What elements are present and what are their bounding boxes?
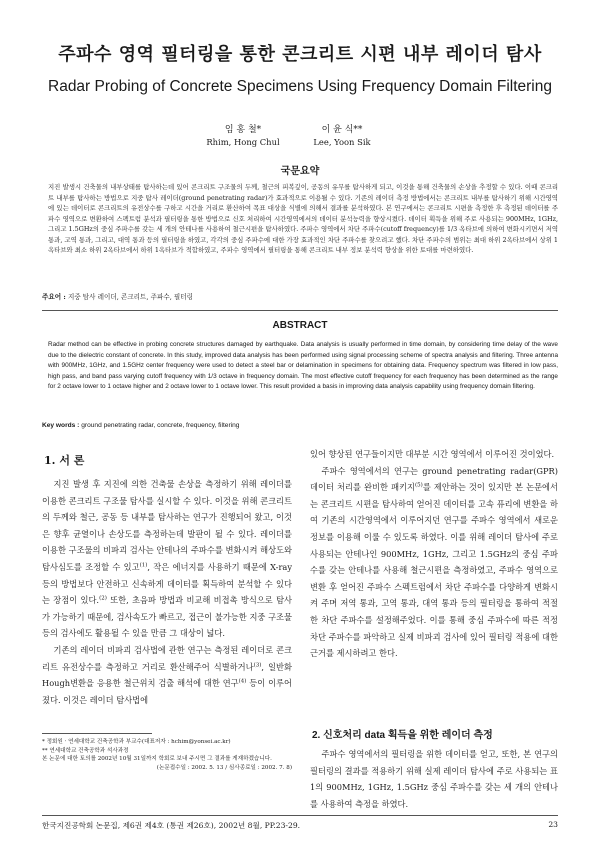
right-paragraph-2 bbox=[310, 463, 558, 662]
left-column bbox=[42, 476, 292, 708]
paragraph-text: 지진 발생 후 지진에 의한 건축물 손상을 측정하기 위해 레이더를 이용한 콘크리트 구조물 탐사를 실시할 수 있다. 이것을 위해 콘크리트의 두께와 철근, 공동 등 내부를 탐사하는 연구가 진행되어 왔고, 이것은 향후 균열이나 손상도를 측정하는데 발판이 될 수 있다. 레이더를 이용한 구조물의 비파괴 검사는 안테나의 주파수를 변화시켜 해상도와 탐사심도를 조정할 수 있고 bbox=[42, 479, 292, 572]
author-2-korean: 이 윤 식** bbox=[321, 125, 363, 135]
page-number: 23 bbox=[548, 820, 558, 829]
right-column bbox=[310, 446, 558, 662]
paragraph-text: 주파수 영역에서의 연구는 ground penetrating radar(GPR) 데이터 처리를 완비한 패키지 bbox=[310, 465, 558, 493]
paragraph-text: 를 제안하는 것이 있지만 본 논문에서는 콘크리트 시편을 탐사하여 얻어진 데이터를 고속 퓨리에 변환을 하여 기존의 시간영역에서 이루어지던 연구를 주파수 영역에서 새로운 정보를 이용해 이룰 수 있도록 하였다. 이를 위해 레이더 탐사에 주로 사용되는 안테나인 900MHz, 1GHz, 그리고 1.5GHz의 중심 주파수를 갖는 안테나를 사용해 철근시편을 측정하였고, 주파수 영역으로 변환 후 얻어진 주파수 스펙트럼에서 차단 주파수를 다양하게 변화시켜 주며 저역 통과, 고역 통과, 대역 통과 등의 필터링을 통하여 적절한 차단 주파수를 설정해주었다. 이를 통해 중심 주파수에 따른 적정 차단 주파수를 파악하고 실제 비파괴 검사에 있어 필터링 적용에 대한 근거를 제시하려고 한다. bbox=[310, 482, 558, 659]
section-1-paragraph-1 bbox=[42, 476, 292, 642]
paragraph-text: 기존의 레이더 비파괴 검사법에 관한 연구는 측정된 레이더로 콘크리트 유전상수를 측정하고 거리로 환산해주어 식별하거나 bbox=[42, 644, 292, 672]
keywords-english bbox=[42, 422, 562, 429]
journal-citation: 한국지진공학회 논문집, 제6권 제4호 (통권 제26호), 2002년 8월, PP.23-29. bbox=[42, 821, 301, 830]
section-2-heading: 2. 신호처리 data 획득을 위한 레이더 측정 bbox=[312, 730, 493, 741]
footnote-4: (논문접수일 : 2002. 5. 13 / 심사종료일 : 2002. 7. 8) bbox=[156, 764, 292, 771]
paragraph-text: , 일반화 Hough변환을 응용한 철근위치 검출 해석에 대한 연구 bbox=[42, 661, 292, 689]
section-1-heading: 1. 서 론 bbox=[44, 454, 85, 467]
title-english: Radar Probing of Concrete Specimens Using Frequency Domain Filtering bbox=[48, 78, 552, 95]
right-paragraph-1: 있어 향상된 연구들이지만 대부분 시간 영역에서 이루어진 것이었다. bbox=[310, 449, 555, 459]
keywords-english-label: Key words : bbox=[42, 422, 80, 429]
abstract-english-heading: ABSTRACT bbox=[272, 320, 328, 331]
section-1-paragraph-2 bbox=[42, 642, 292, 708]
title-korean: 주파수 영역 필터링을 통한 콘크리트 시편 내부 레이더 탐사 bbox=[58, 44, 542, 65]
author-1-english: Rhim, Hong Chul bbox=[206, 137, 280, 147]
abstract-korean-heading: 국문요약 bbox=[280, 166, 320, 177]
footer-divider bbox=[42, 815, 558, 816]
footnote-1: * 정회원 · 연세대학교 건축공학과 부교수(대표저자 : hchim@yonsei.ac.kr) bbox=[42, 739, 231, 745]
author-2-english: Lee, Yoon Sik bbox=[313, 137, 371, 147]
abstract-english-text: Radar method can be effective in probing concrete structures damaged by earthquake. Data analysis is usually performed in time domain, by considering time delay of the wave due to the dielectric constant of concrete. In this study, improved data analysis has been performed using signal processing scheme of spectra analysis and filtering. Three antenna with 900MHz, 1GHz, and 1.5GHz center frequency were used to detect a steel bar or delamination in specimens for obtaining data. Frequency spectrum was filtered in low pass, high pass, and band pass varying cutoff frequency with 1/3 octave in frequency domain. The most effective cutoff frequency for each frequency has been determined as the range for 2 octave lower to 1 octave higher and 2 octave lower to 1 octave lower. This result provided a basis in improving data analysis capability using frequency domain filtering. bbox=[48, 341, 558, 390]
footnote-2: ** 연세대학교 건축공학과 석사과정 bbox=[42, 747, 129, 754]
paragraph-text: 등이 이루어졌다. 이것은 레이더 탐사법에 bbox=[42, 678, 292, 705]
page-footer bbox=[42, 820, 558, 831]
paragraph-text: 또한, 초음파 방법과 비교해 비접촉 방식으로 탐사가 가능하기 때문에, 검사속도가 빠르고, 접근이 불가능한 지중 구조물 등의 검사에도 활용될 수 있을 만큼 그 대상이 넓다. bbox=[42, 595, 293, 639]
footnote-divider bbox=[42, 733, 152, 734]
citation-1: (1) bbox=[139, 562, 148, 569]
footnote-3: 본 논문에 대한 토의를 2002년 10월 31일까지 학회로 보내 주시면 그 결과를 게재하겠습니다. bbox=[42, 756, 272, 763]
citation-5: (5) bbox=[415, 482, 423, 489]
keywords-english-list: ground penetrating radar, concrete, frequency, filtering bbox=[81, 422, 240, 429]
keywords-korean bbox=[42, 291, 562, 301]
right-paragraph-3: 주파수 영역에서의 필터링을 위한 데이터를 얻고, 또한, 본 연구의 필터링의 결과를 적용하기 위해 실제 레이더 탐사에 주로 사용되는 표 1의 900MHz, 1GHz, 1.5GHz 중심 주파수를 갖는 세 개의 안테나를 사용하여 측정을 하였다. bbox=[310, 749, 558, 809]
paragraph-text: , 작은 에너지를 사용하기 때문에 X-ray 등의 방법보다 안전하고 신속하게 데이터를 획득하여 분석할 수 있다는 장점이 있다. bbox=[42, 561, 292, 606]
citation-4: (4) bbox=[238, 678, 247, 685]
footnotes bbox=[42, 738, 292, 772]
author-2 bbox=[282, 122, 402, 147]
abstract-korean-text: 지진 발생시 건축물의 내부상태를 탐사하는데 있어 콘크리트 구조물의 두께, 철근의 피복깊이, 공동의 유무를 탐사하게 되고, 이것을 통해 건축물의 손상을 추정할 수 있다. 이때 콘크리트 내부를 탐사하는 방법으로 지중 탐사 레이더(ground penetrating radar)가 효과적으로 이용될 수 있다. 기존의 레이더 측정 방법에서는 콘크리트 내부를 탐사하기 위해 시간영역에 있는 데이터로 콘크리트의 유전상수를 구하고 시간을 거리로 환산하여 목표 대상을 식별에 의해서 결과를 분석하였다. 본 연구에서는 콘크리트 시편을 측정한 후 측정된 데이터를 주파수 영역으로 변환하여 스펙트럼 분석과 필터링을 통한 방법으로 신호 처리하여 시간영역에서의 데이터 분석능력을 향상시켰다. 데이터 획득을 위해 주로 사용되는 900MHz, 1GHz, 그리고 1.5GHz의 중심 주파수를 갖는 세 개의 안테나를 사용하여 철근시편을 탐사하였다. 주파수 영역에서 차단 주파수(cutoff frequency)를 1/3 옥타브에 의하여 변화시키면서 저역 통과, 고역 통과, 그리고, 대역 통과 등의 필터링을 하였고, 각각의 중심 주파수에 대한 가장 효과적인 차단 주파수를 찾으려고 했다. 차단 주파수의 범위는 최대 하위 2옥타브에서 상위 1옥타브와 최소 하위 2옥타브에서 하위 1옥타브가 적합하였고, 주파수 영역에서 필터링을 통해 콘크리트 내부 정보 분석력 향상을 위한 토대를 마련하였다. bbox=[48, 183, 558, 254]
citation-3: (3) bbox=[253, 661, 262, 668]
keywords-korean-list: 지중 탐사 레이더, 콘크리트, 주파수, 필터링 bbox=[67, 293, 194, 301]
abstract-divider bbox=[42, 310, 558, 311]
keywords-korean-label: 주요어 : bbox=[42, 293, 66, 301]
author-1-korean: 임 홍 철* bbox=[224, 125, 262, 135]
citation-2: (2) bbox=[99, 595, 107, 602]
right-column-lower bbox=[310, 746, 558, 812]
